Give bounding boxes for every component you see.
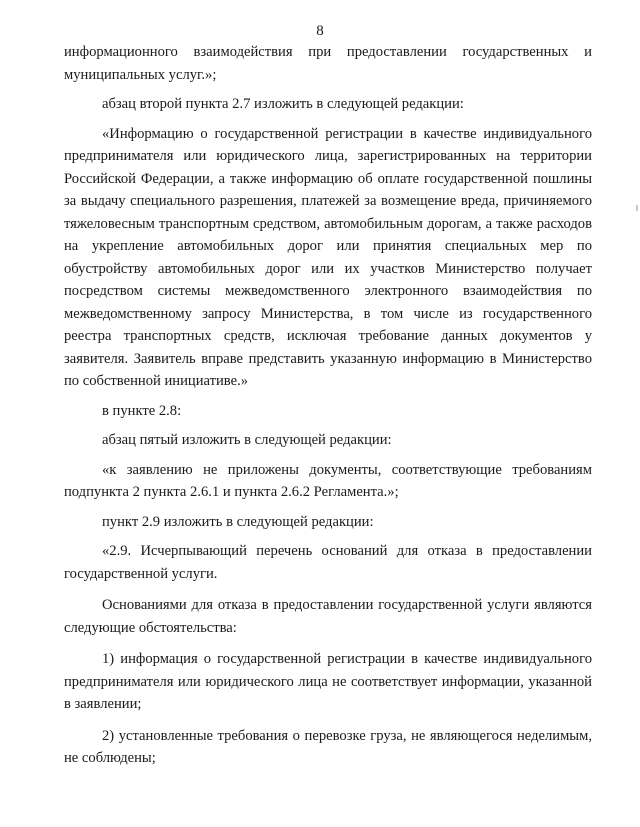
paragraph-grounds-for-refusal: Основаниями для отказа в предоставлении государственной услуги являются следующие обстоятельства:: [64, 597, 592, 636]
paragraph-quote-information: «Информацию о государственной регистрации в качестве индивидуального предпринимателя или юридического лица, зарегистрированных на территории Российской Федерации, а также информацию об оплате государственной пошлины за выдачу специального разрешения, платежей за возмещение вреда, причиняемого тяжеловесным транспортным средством, автомобильным дорогам, а также расходов на укрепление автомобильных дорог или принятия специальных мер по обустройству автомобильных дорог или их участков Министерство получает посредством системы межведомственного электронного взаимодействия по межведомственному запросу Министерства, в том числе из государственного реестра транспортных средств, исключая требование данных документов у заявителя. Заявитель вправе представить указанную информацию в Министерство по собственной инициативе.»: [64, 125, 592, 389]
paragraph-amendment-2-7: абзац второй пункта 2.7 изложить в следующей редакции:: [102, 96, 464, 112]
paragraph-fifth-subparagraph: абзац пятый изложить в следующей редакции:: [102, 432, 392, 448]
paragraph-quote-application: «к заявлению не приложены документы, соответствующие требованиям подпункта 2 пункта 2.6.1 и пункта 2.6.2 Регламента.»;: [64, 461, 592, 500]
paragraph-quote-2-9: «2.9. Исчерпывающий перечень оснований для отказа в предоставлении государственной услуги.: [64, 543, 592, 582]
paragraph-point-2-9: пункт 2.9 изложить в следующей редакции:: [102, 513, 374, 530]
paragraph-point-2-8: в пункте 2.8:: [102, 402, 182, 419]
list-item-1: 1) информация о государственной регистрации в качестве индивидуального предпринимателя или юридического лица не соответствует информации, указанной в заявлении;: [64, 651, 592, 712]
paragraph-continuation: информационного взаимодействия при предоставлении государственных и муниципальных услуг.»;: [64, 44, 592, 83]
document-body: [64, 41, 592, 770]
scan-mark: [636, 205, 638, 211]
list-item-2: 2) установленные требования о перевозке груза, не являющегося неделимым, не соблюдены;: [64, 727, 592, 766]
page-number: 8: [316, 23, 324, 39]
